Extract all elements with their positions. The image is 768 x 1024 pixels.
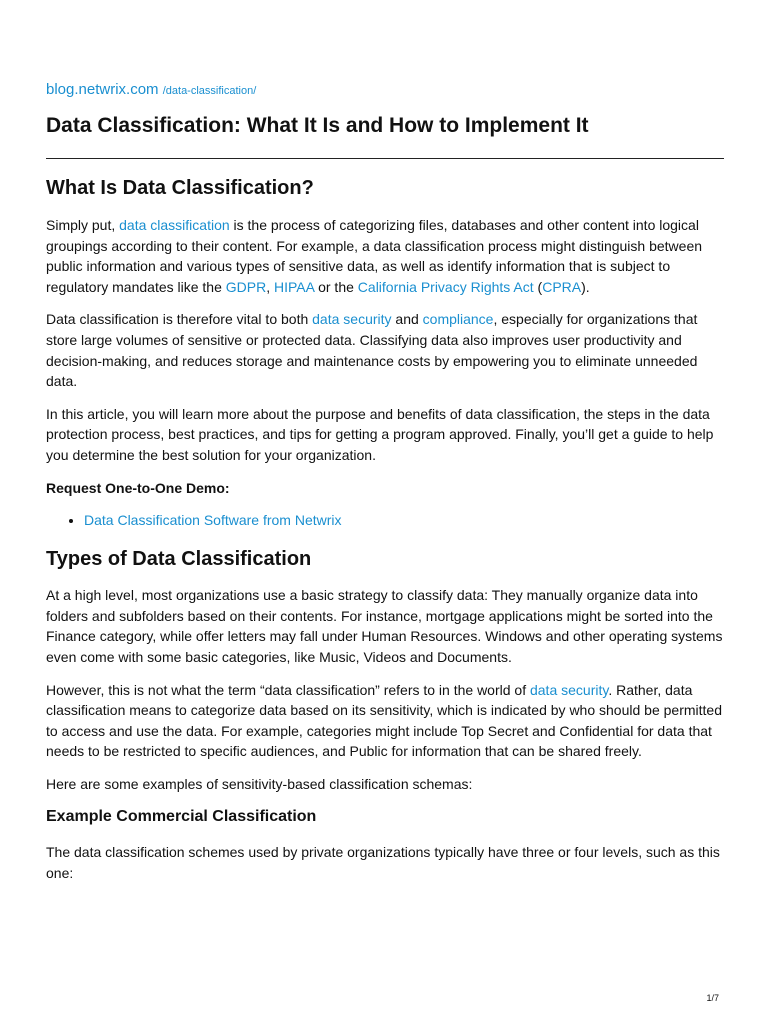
paragraph-intro <box>46 215 724 297</box>
text-span: or the <box>314 278 358 295</box>
text-span: Simply put, <box>46 217 120 233</box>
link-gdpr[interactable]: GDPR <box>225 278 267 295</box>
link-netwrix-software[interactable]: Data Classification Software from Netwrix <box>84 512 342 529</box>
link-cpra[interactable]: CPRA <box>542 278 582 295</box>
paragraph-vital <box>46 309 724 391</box>
link-data-security-2[interactable]: data security <box>529 681 609 698</box>
link-compliance[interactable]: compliance <box>422 311 494 328</box>
link-data-security[interactable]: data security <box>312 311 392 328</box>
paragraph-basic-strategy: At a high level, most organizations use a basic strategy to classify data: They manually organize data into folders and subfolders based on their contents. For instance, mortgage applications might be sorted into the Finance category, while offer letters may fall under Human Resources. Windows and other operating systems even come with some basic categories, like Music, Videos and Documents. <box>46 587 723 665</box>
text-span: However, this is not what the term “data classification” refers to in the world of <box>46 681 530 698</box>
source-path-link[interactable]: /data-classification/ <box>162 85 257 97</box>
link-data-classification[interactable]: data classification <box>119 217 230 233</box>
text-span: ( <box>533 278 543 295</box>
paragraph-sensitivity <box>46 680 724 762</box>
text-span: Data classification is therefore vital to both <box>46 311 313 328</box>
paragraph-article-overview: In this article, you will learn more about the purpose and benefits of data classification, the steps in the data protection process, best practices, and tips for getting a program approved. Finally, you’ll get a guide to help you determine the best solution for your organization. <box>46 405 714 463</box>
link-california-privacy-rights-act[interactable]: California Privacy Rights Act <box>357 278 534 295</box>
demo-link-list <box>46 510 724 530</box>
paragraph-commercial-levels: The data classification schemes used by private organizations typically have three or four levels, such as this one: <box>46 844 720 882</box>
paragraph-examples-intro: Here are some examples of sensitivity-based classification schemas: <box>46 775 473 792</box>
section-heading-types: Types of Data Classification <box>46 548 312 571</box>
demo-label: Request One-to-One Demo: <box>46 479 230 496</box>
list-item <box>84 510 724 530</box>
text-span: ). <box>581 278 590 295</box>
subheading-commercial-classification: Example Commercial Classification <box>46 808 317 826</box>
text-span: is the process of categorizing files, databases and other content into logical groupings according to their content. For example, a data classification process might distinguish between public information and various types of sensitive data, as well as identify information that is subject to regulatory mandates like the <box>46 217 703 295</box>
section-heading-what-is: What Is Data Classification? <box>46 177 314 199</box>
link-hipaa[interactable]: HIPAA <box>274 278 315 295</box>
text-span: , especially for organizations that store large volumes of sensitive or protected data. Classifying data also improves user productivity and decision-making, and reduces storage and maintenance costs by empowering you to eliminate unneeded data. <box>46 311 698 390</box>
source-url <box>46 80 724 101</box>
source-domain-link[interactable]: blog.netwrix.com <box>46 81 159 98</box>
text-span: . Rather, data classification means to categorize data based on its sensitivity, which is indicated by who should be permitted to access and use the data. For example, categories might include Top Secret and Confidential for data that needs to be restricted to specific audiences, and Public for information that can be shared freely. <box>46 681 722 760</box>
page-number: 1/7 <box>706 993 719 1003</box>
page-title: Data Classification: What It Is and How to Implement It <box>46 112 724 159</box>
text-span: , <box>266 278 274 295</box>
text-span: and <box>391 311 423 328</box>
document-page <box>46 80 724 896</box>
